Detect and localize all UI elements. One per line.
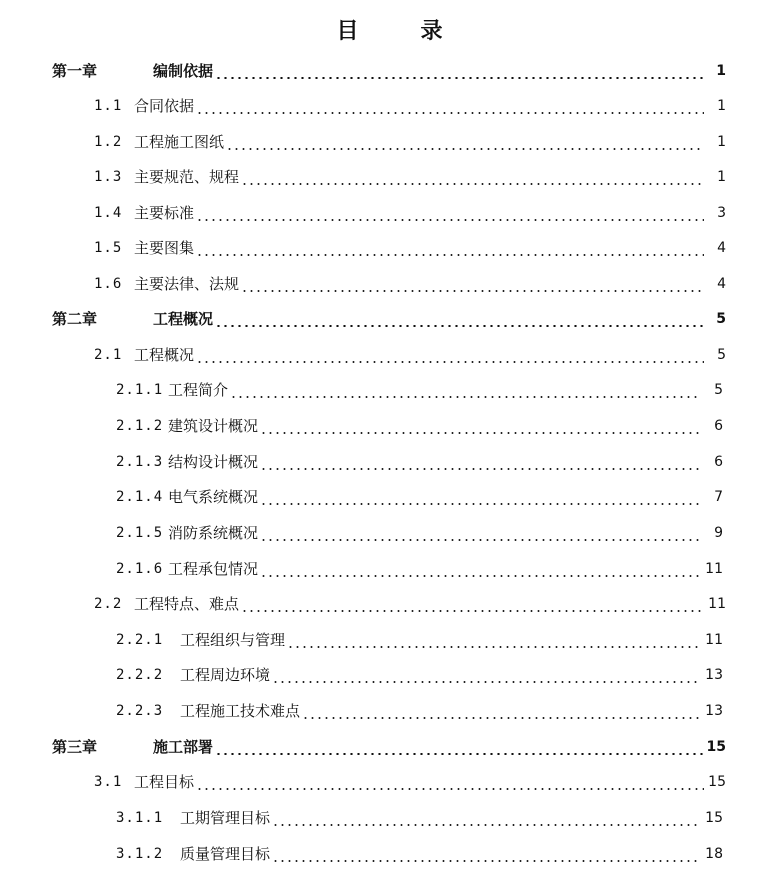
toc-entry-label: 建筑设计概况	[168, 417, 259, 435]
toc-entry-page-number: 9	[714, 525, 723, 541]
toc-section-entry[interactable]	[94, 767, 726, 797]
toc-entry-label: 合同依据	[134, 97, 195, 115]
toc-entry-label: 工程目标	[134, 773, 195, 791]
toc-section-entry[interactable]	[116, 518, 723, 548]
toc-entry-page-number: 5	[714, 382, 723, 398]
toc-entry-page-number: 15	[706, 739, 726, 755]
toc-entry-label: 编制依据	[153, 62, 214, 80]
toc-section-entry[interactable]	[116, 375, 723, 405]
toc-section-entry[interactable]	[94, 340, 726, 370]
toc-entry-page-number: 6	[714, 454, 723, 470]
toc-dot-leader	[272, 860, 701, 862]
toc-section-entry[interactable]	[94, 233, 726, 263]
toc-entry-label: 主要规范、规程	[134, 168, 240, 186]
toc-chapter-entry[interactable]	[52, 56, 726, 86]
toc-entry-label: 主要标准	[134, 204, 195, 222]
toc-dot-leader	[272, 681, 701, 683]
toc-section-entry[interactable]	[116, 660, 723, 690]
toc-entry-number: 3.1.2	[116, 846, 164, 862]
toc-entry-label: 消防系统概况	[168, 524, 259, 542]
toc-dot-leader	[215, 77, 704, 79]
toc-section-entry[interactable]	[116, 839, 723, 869]
toc-dot-leader	[260, 539, 701, 541]
toc-entry-number: 1.6	[94, 276, 123, 292]
toc-dot-leader	[260, 432, 701, 434]
toc-entry-page-number: 18	[705, 846, 723, 862]
toc-entry-page-number: 15	[705, 810, 723, 826]
toc-section-entry[interactable]	[94, 589, 726, 619]
toc-entry-number: 2.1.3	[116, 454, 164, 470]
toc-entry-number: 2.2.3	[116, 703, 164, 719]
toc-entry-label: 工期管理目标	[180, 809, 271, 827]
toc-entry-page-number: 15	[708, 774, 726, 790]
toc-dot-leader	[272, 824, 701, 826]
toc-entry-number: 1.1	[94, 98, 123, 114]
toc-entry-label: 施工部署	[153, 738, 214, 756]
toc-section-entry[interactable]	[116, 625, 723, 655]
toc-dot-leader	[241, 290, 704, 292]
toc-entry-page-number: 4	[717, 240, 726, 256]
toc-entry-page-number: 1	[717, 134, 726, 150]
toc-section-entry[interactable]	[94, 162, 726, 192]
toc-entry-number: 1.5	[94, 240, 123, 256]
toc-entry-number: 3.1	[94, 774, 123, 790]
toc-dot-leader	[260, 503, 701, 505]
toc-section-entry[interactable]	[94, 269, 726, 299]
toc-entry-number: 3.1.1	[116, 810, 164, 826]
toc-entry-label: 工程周边环境	[180, 666, 271, 684]
toc-title-char-1: 目	[336, 19, 359, 44]
toc-entry-page-number: 7	[714, 489, 723, 505]
toc-entry-page-number: 11	[708, 596, 726, 612]
toc-title	[0, 14, 779, 44]
toc-chapter-entry[interactable]	[52, 304, 726, 334]
toc-entry-label: 工程概况	[134, 346, 195, 364]
toc-entry-page-number: 1	[717, 169, 726, 185]
toc-dot-leader	[196, 254, 704, 256]
toc-entry-page-number: 3	[717, 205, 726, 221]
toc-dot-leader	[260, 468, 701, 470]
toc-entry-label: 电气系统概况	[168, 488, 259, 506]
toc-entry-page-number: 1	[716, 63, 726, 79]
toc-dot-leader	[196, 788, 704, 790]
toc-entry-page-number: 5	[717, 347, 726, 363]
toc-entry-page-number: 4	[717, 276, 726, 292]
toc-dot-leader	[241, 610, 704, 612]
toc-section-entry[interactable]	[116, 447, 723, 477]
toc-entry-page-number: 6	[714, 418, 723, 434]
toc-entry-number: 2.1.2	[116, 418, 164, 434]
toc-title-char-2: 录	[420, 19, 443, 44]
toc-entry-page-number: 13	[705, 667, 723, 683]
toc-entry-label: 主要法律、法规	[134, 275, 240, 293]
toc-entry-label: 工程概况	[153, 310, 214, 328]
toc-dot-leader	[230, 396, 701, 398]
toc-entry-number: 1.4	[94, 205, 123, 221]
toc-entry-label: 结构设计概况	[168, 453, 259, 471]
toc-section-entry[interactable]	[116, 411, 723, 441]
toc-section-entry[interactable]	[116, 803, 723, 833]
toc-entry-number: 2.2.1	[116, 632, 164, 648]
toc-chapter-entry[interactable]	[52, 732, 726, 762]
toc-section-entry[interactable]	[116, 554, 723, 584]
toc-entry-number: 2.2	[94, 596, 123, 612]
toc-entry-page-number: 5	[716, 311, 726, 327]
toc-entry-number: 第一章	[52, 62, 98, 80]
toc-entry-label: 工程施工图纸	[134, 133, 225, 151]
toc-dot-leader	[260, 575, 701, 577]
toc-entry-number: 2.1.5	[116, 525, 164, 541]
toc-dot-leader	[302, 717, 701, 719]
toc-entry-number: 2.2.2	[116, 667, 164, 683]
toc-entry-label: 工程承包情况	[168, 560, 259, 578]
toc-entry-page-number: 1	[717, 98, 726, 114]
toc-entry-label: 工程组织与管理	[180, 631, 286, 649]
toc-entry-page-number: 13	[705, 703, 723, 719]
toc-entry-number: 第二章	[52, 310, 98, 328]
toc-entry-page-number: 11	[705, 561, 723, 577]
toc-entry-label: 主要图集	[134, 239, 195, 257]
toc-entry-number: 2.1.1	[116, 382, 164, 398]
toc-dot-leader	[241, 183, 704, 185]
toc-dot-leader	[215, 753, 703, 755]
toc-section-entry[interactable]	[94, 127, 726, 157]
toc-dot-leader	[196, 219, 704, 221]
toc-entry-page-number: 11	[705, 632, 723, 648]
toc-entry-label: 工程特点、难点	[134, 595, 240, 613]
toc-entry-number: 1.2	[94, 134, 123, 150]
toc-entry-number: 1.3	[94, 169, 123, 185]
toc-entry-label: 质量管理目标	[180, 845, 271, 863]
toc-dot-leader	[196, 361, 704, 363]
toc-entry-label: 工程施工技术难点	[180, 702, 301, 720]
toc-entry-number: 2.1.6	[116, 561, 164, 577]
toc-section-entry[interactable]	[94, 91, 726, 121]
toc-section-entry[interactable]	[116, 482, 723, 512]
toc-section-entry[interactable]	[94, 198, 726, 228]
toc-entry-number: 第三章	[52, 738, 98, 756]
toc-entry-label: 工程简介	[168, 381, 229, 399]
toc-dot-leader	[287, 646, 701, 648]
toc-entry-number: 2.1.4	[116, 489, 164, 505]
toc-section-entry[interactable]	[116, 696, 723, 726]
toc-entry-number: 2.1	[94, 347, 123, 363]
toc-dot-leader	[196, 112, 704, 114]
toc-dot-leader	[215, 325, 704, 327]
toc-dot-leader	[226, 148, 704, 150]
